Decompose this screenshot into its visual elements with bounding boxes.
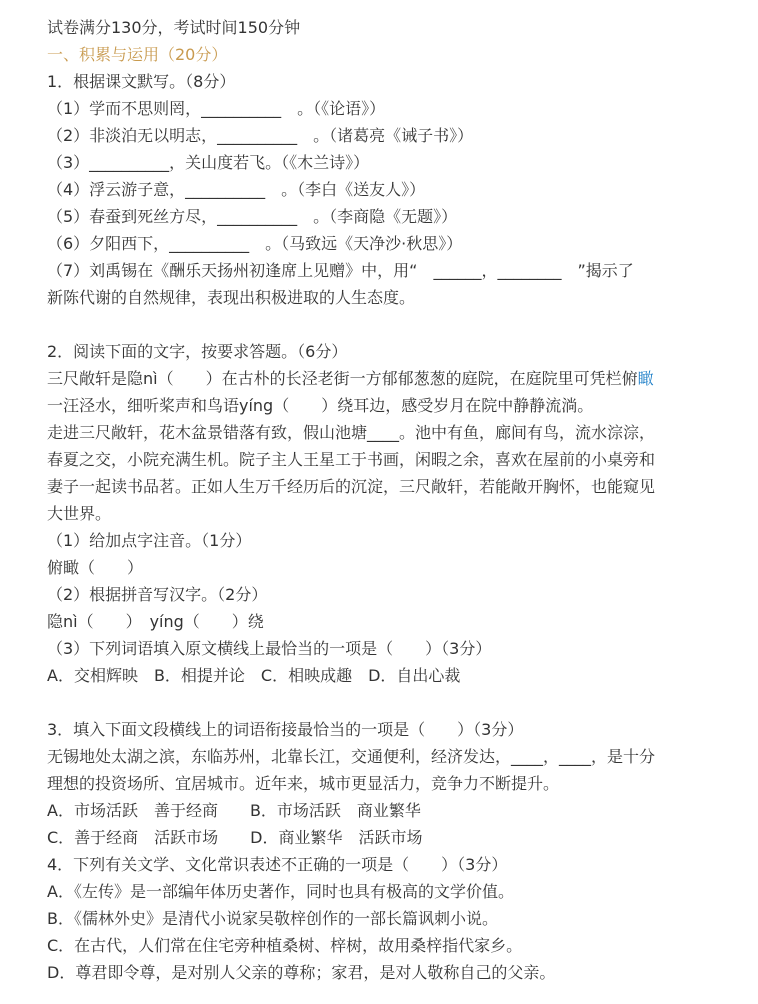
q1-item-5: （5）春蚕到死丝方尽，__________ 。（李商隐《无题》） [47, 207, 458, 226]
q4-option-c: C．在古代，人们常在住宅旁种植桑树、梓树，故用桑梓指代家乡。 [47, 936, 523, 955]
exam-document [47, 14, 752, 986]
q3-passage-line: 理想的投资场所、宜居城市。近年来，城市更显活力，竞争力不断提升。 [47, 774, 560, 793]
q1-item-2: （2）非淡泊无以明志，__________ 。（诸葛亮《诫子书》） [47, 126, 474, 145]
question-4-title: 4．下列有关文学、文化常识表述不正确的一项是（ ）（3分） [47, 855, 508, 874]
q2-sub1-title: （1）给加点字注音。（1分） [47, 531, 252, 550]
q3-options-ab: A．市场活跃 善于经商 B．市场活跃 商业繁华 [47, 801, 421, 820]
q2-sub1-answer-line: 俯瞰（ ） [47, 558, 144, 577]
q2-sub2-answer-line: 隐nì（ ） yíng（ ）绕 [47, 612, 264, 631]
q1-item-3: （3）__________，关山度若飞。（《木兰诗》） [47, 153, 370, 172]
spacer [47, 311, 752, 338]
q2-passage-text: 三尺敞轩是隐nì（ ）在古朴的长泾老街一方郁郁葱葱的庭院，在庭院里可凭栏俯 [47, 369, 638, 388]
q4-option-b: B．《儒林外史》是清代小说家吴敬梓创作的一部长篇讽刺小说。 [47, 909, 498, 928]
question-3-title: 3．填入下面文段横线上的词语衔接最恰当的一项是（ ）（3分） [47, 720, 524, 739]
q2-passage-line: 妻子一起读书品茗。正如人生万千经历后的沉淀，三尺敞轩，若能敞开胸怀，也能窥见 [47, 477, 656, 496]
q1-item-7: （7）刘禹锡在《酬乐天扬州初逢席上见赠》中，用“ ______，________ ”揭示了 [47, 261, 634, 280]
q1-item-6: （6）夕阳西下，__________ 。（马致远《天净沙·秋思》） [47, 234, 463, 253]
question-1-title: 1．根据课文默写。（8分） [47, 72, 236, 91]
spacer [47, 689, 752, 716]
q2-passage-line: 春夏之交，小院充满生机。院子主人王星工于书画，闲暇之余，喜欢在屋前的小桌旁和 [47, 450, 656, 469]
q3-passage-line: 无锡地处太湖之滨，东临苏州，北靠长江，交通便利，经济发达，____，____，是十分 [47, 747, 656, 766]
q1-item-1: （1）学而不思则罔，__________ 。（《论语》） [47, 99, 386, 118]
q1-item-4: （4）浮云游子意，__________ 。（李白《送友人》） [47, 180, 426, 199]
exam-intro: 试卷满分130分，考试时间150分钟 [47, 18, 301, 37]
q1-item-7-continued: 新陈代谢的自然规律，表现出积极进取的人生态度。 [47, 288, 416, 307]
q2-sub3-title: （3）下列词语填入原文横线上最恰当的一项是（ ）（3分） [47, 639, 492, 658]
section-heading: 一、积累与运用（20分） [47, 45, 228, 64]
q2-passage-line [47, 365, 752, 392]
question-2-title: 2．阅读下面的文字，按要求答题。（6分） [47, 342, 348, 361]
q3-options-cd: C．善于经商 活跃市场 D．商业繁华 活跃市场 [47, 828, 423, 847]
q2-passage-line: 一汪泾水，细听桨声和鸟语yíng（ ）绕耳边，感受岁月在院中静静流淌。 [47, 396, 594, 415]
q2-passage-line: 走进三尺敞轩，花木盆景错落有致，假山池塘____。池中有鱼，廊间有鸟，流水淙淙， [47, 423, 656, 442]
q4-option-a: A．《左传》是一部编年体历史著作，同时也具有极高的文学价值。 [47, 882, 514, 901]
q2-passage-line: 大世界。 [47, 504, 112, 523]
q2-sub3-options: A．交相辉映 B．相提并论 C．相映成趣 D．自出心裁 [47, 666, 461, 685]
q4-option-d: D．尊君即令尊，是对别人父亲的尊称；家君，是对人敬称自己的父亲。 [47, 963, 556, 982]
highlighted-character: 瞰 [637, 369, 654, 388]
q2-sub2-title: （2）根据拼音写汉字。（2分） [47, 585, 268, 604]
